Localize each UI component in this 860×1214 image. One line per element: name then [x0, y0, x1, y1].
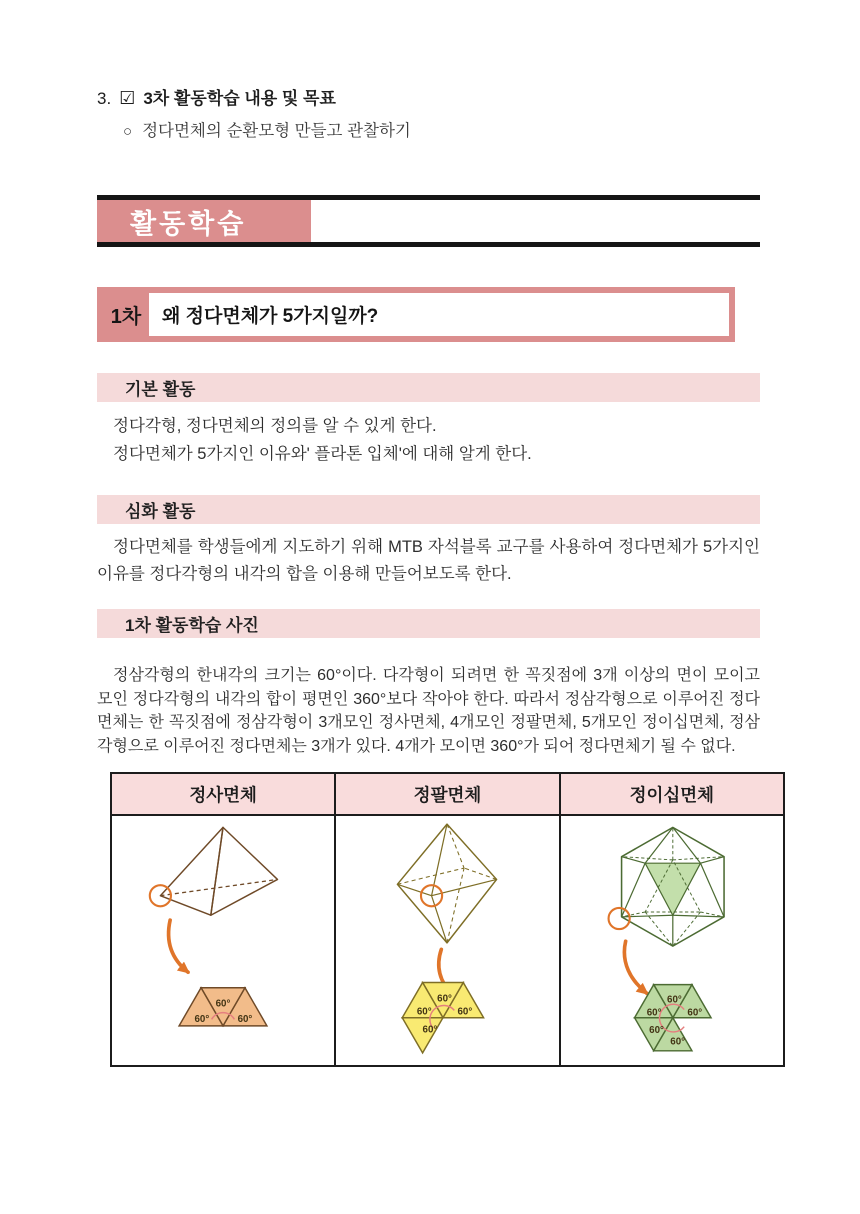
document-page	[97, 0, 760, 1067]
angle-label: 60°	[458, 1006, 473, 1018]
icosahedron-illustration	[582, 816, 762, 1060]
basic-activity-heading: 기본 활동	[97, 373, 760, 402]
basic-activity-line: 정다면체가 5가지인 이유와' 플라톤 입체'에 대해 알게 한다.	[113, 445, 532, 463]
table-body-row	[111, 815, 784, 1066]
angle-label: 60°	[687, 1007, 702, 1019]
octahedron-illustration	[357, 816, 537, 1060]
column-header-icosahedron: 정이십면체	[560, 773, 784, 815]
agenda-title: 3차 활동학습 내용 및 목표	[143, 89, 336, 108]
unfold-arrow-icon	[624, 941, 646, 993]
polyhedra-table	[110, 772, 785, 1067]
photo-section-heading: 1차 활동학습 사진	[97, 609, 760, 638]
agenda-item	[97, 84, 760, 109]
column-header-tetrahedron: 정사면체	[111, 773, 335, 815]
tetrahedron-illustration	[133, 816, 313, 1060]
angle-label: 60°	[237, 1013, 253, 1025]
octahedron-cell	[335, 815, 559, 1066]
section-banner: 활동학습	[97, 200, 311, 242]
photo-section-paragraph: 정삼각형의 한내각의 크기는 60°이다. 다각형이 되려면 한 꼭짓점에 3개 이상의 면이 모이고 모인 정다각형의 내각의 합이 평면인 360°보다 작아야 한다. 따라서 정삼각형으로 이루어진 정다면체는 한 꼭짓점에 정삼각형이 3개모인 정사면체, 4개모인 정팔면체, 5개모인 정이십면체, 정삼각형으로 이루어진 정다면체는 3개가 있다. 4개가 모이면 360°가 되어 정다면체기 될 수 없다.	[97, 667, 760, 755]
angle-label: 60°	[648, 1025, 664, 1037]
session-header	[97, 287, 735, 342]
basic-activity-body	[97, 412, 760, 468]
agenda-subitem-text: 정다면체의 순환모형 만들고 관찰하기	[142, 122, 411, 140]
agenda-subitem	[123, 117, 760, 141]
tetrahedron-solid	[161, 827, 278, 915]
session-badge: 1차	[110, 306, 142, 328]
circle-bullet-icon: ○	[123, 123, 133, 140]
session-title: 왜 정다면체가 5가지일까?	[149, 293, 729, 336]
column-header-octahedron: 정팔면체	[335, 773, 559, 815]
basic-activity-line: 정다각형, 정다면체의 정의를 알 수 있게 한다.	[113, 417, 437, 435]
agenda-list	[97, 0, 760, 141]
icosahedron-solid	[621, 827, 723, 946]
agenda-number: 3.	[97, 89, 112, 108]
angle-label: 60°	[670, 1036, 685, 1048]
checked-checkbox-icon: ☑	[119, 88, 136, 108]
angle-label: 60°	[646, 1007, 662, 1019]
tetrahedron-cell	[111, 815, 335, 1066]
icosahedron-cell	[560, 815, 784, 1066]
angle-label: 60°	[437, 993, 453, 1005]
bottom-rule	[97, 242, 760, 247]
octahedron-solid	[398, 824, 497, 943]
angle-label: 60°	[194, 1013, 210, 1025]
angle-label: 60°	[215, 998, 231, 1010]
table-header-row	[111, 773, 784, 815]
vertex-circle-icon	[608, 908, 629, 929]
unfold-arrow-icon	[169, 920, 188, 972]
advanced-activity-paragraph: 정다면체를 학생들에게 지도하기 위해 MTB 자석블록 교구를 사용하여 정다면체가 5가지인 이유를 정다각형의 내각의 합을 이용해 만들어보도록 한다.	[97, 538, 760, 583]
angle-label: 60°	[417, 1006, 433, 1018]
angle-label: 60°	[666, 994, 682, 1006]
angle-label: 60°	[423, 1024, 438, 1036]
advanced-activity-heading: 심화 활동	[97, 495, 760, 524]
